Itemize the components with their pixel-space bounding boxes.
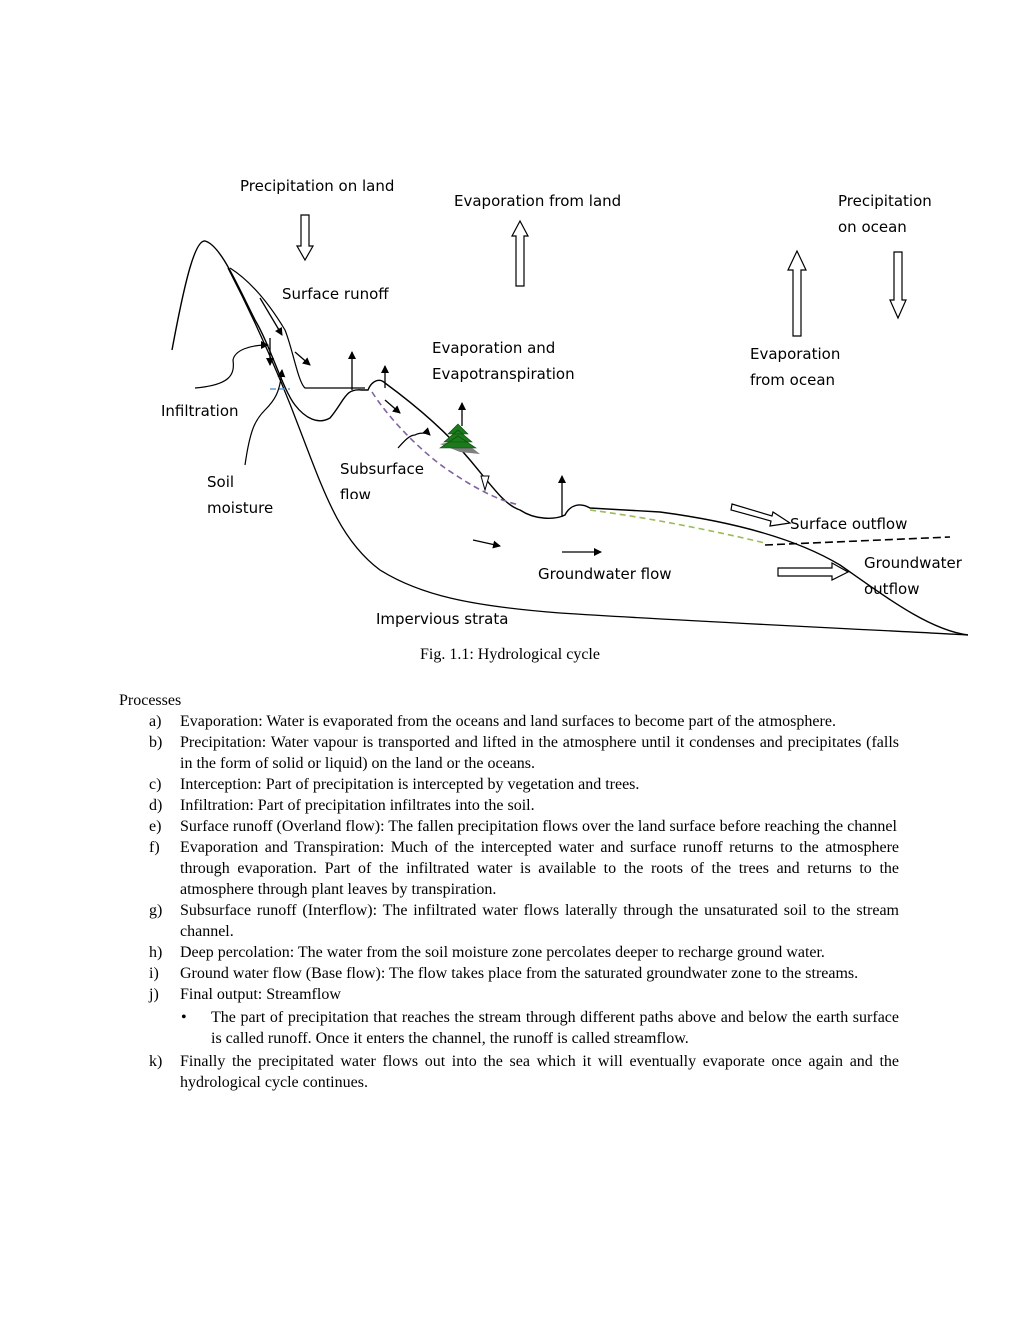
item-marker: h)	[149, 944, 163, 961]
item-text: Interception: Part of precipitation is intercepted by vegetation and trees.	[180, 776, 640, 793]
tree-icon	[440, 424, 480, 454]
evap-land-arrow	[512, 221, 528, 286]
process-item	[119, 816, 899, 837]
item-marker: d)	[149, 797, 163, 814]
surface-outflow-arrow	[731, 504, 790, 526]
process-item	[119, 984, 899, 1049]
sub-item-text: The part of precipitation that reaches the stream through different paths above and below the earth surface is called runoff. Once it enters the channel, the runoff is called streamflow.	[211, 1009, 899, 1047]
label-groundwater-outflow: outflow	[864, 580, 920, 598]
label-impervious-strata: Impervious strata	[376, 610, 509, 628]
label-precipitation-ocean-1: Precipitation	[838, 192, 932, 210]
process-item	[119, 774, 899, 795]
subsurface-arrow-down	[385, 400, 400, 413]
item-text: Subsurface runoff (Interflow): The infiltrated water flows laterally through the unsaturated soil to the stream channel.	[180, 902, 899, 940]
item-text: Finally the precipitated water flows out into the sea which it will eventually evaporate once again and the hydrological cycle continues.	[180, 1053, 899, 1091]
deep-percolation-arrow	[481, 476, 489, 490]
label-precipitation-ocean-2: on ocean	[838, 218, 907, 236]
label-groundwater-flow: Groundwater flow	[538, 565, 672, 583]
bullet: •	[181, 1009, 187, 1026]
process-item	[119, 711, 899, 732]
item-marker: c)	[149, 776, 162, 793]
label-moisture: moisture	[207, 499, 274, 515]
item-marker: b)	[149, 734, 163, 751]
label-surface-outflow: Surface outflow	[790, 515, 908, 533]
gw-arrow-1	[473, 540, 500, 546]
label-infiltration: Infiltration	[161, 402, 239, 420]
item-marker: i)	[149, 965, 159, 982]
soil-moisture-arrow	[245, 370, 282, 465]
item-marker: j)	[149, 986, 159, 1003]
subsurface-flow-path	[372, 392, 520, 505]
process-item	[119, 795, 899, 816]
label-surface-runoff: Surface runoff	[282, 285, 389, 303]
process-item	[119, 1051, 899, 1093]
label-evapotranspiration: Evapotranspiration	[432, 365, 575, 383]
item-text: Evaporation and Transpiration: Much of the intercepted water and surface runoff returns to the atmosphere through evaporation. Part of the infiltrated water is available to the roots of the trees and returns to the atmosphere through plant leaves by transpiration.	[180, 839, 899, 898]
item-marker: e)	[149, 818, 162, 835]
processes-section	[119, 690, 909, 1093]
label-precipitation-on-land: Precipitation on land	[240, 177, 395, 195]
sea-level-line	[765, 537, 950, 545]
runoff-arrow-1	[260, 298, 282, 335]
item-text: Ground water flow (Base flow): The flow takes place from the saturated groundwater zone to the streams.	[180, 965, 859, 982]
label-groundwater: Groundwater	[864, 554, 962, 572]
item-text: Evaporation: Water is evaporated from the oceans and land surfaces to become part of the atmosphere.	[180, 713, 836, 730]
item-text: Surface runoff (Overland flow): The fallen precipitation flows over the land surface before reaching the channel	[180, 818, 897, 835]
label-evaporation-ocean-2: from ocean	[750, 371, 836, 389]
sub-list-item	[180, 1007, 899, 1049]
infiltration-arrow	[195, 345, 268, 388]
item-marker: k)	[149, 1053, 163, 1070]
figure-caption: Fig. 1.1: Hydrological cycle	[420, 646, 600, 663]
item-marker: g)	[149, 902, 163, 919]
item-marker: a)	[149, 713, 162, 730]
label-evaporation-and: Evaporation and	[432, 339, 556, 357]
groundwater-outflow-arrow	[778, 563, 848, 580]
runoff-arrow-3	[295, 352, 310, 365]
label-evaporation-ocean-1: Evaporation	[750, 345, 841, 363]
label-evaporation-from-land: Evaporation from land	[454, 192, 622, 210]
precip-land-arrow	[297, 215, 313, 260]
label-soil: Soil	[207, 473, 235, 491]
label-subsurface: Subsurface	[340, 460, 424, 478]
processes-heading: Processes	[119, 692, 182, 709]
process-item	[119, 900, 899, 942]
precip-ocean-arrow	[890, 252, 906, 318]
item-text: Precipitation: Water vapour is transported and lifted in the atmosphere until it condenses and precipitates (falls in the form of solid or liquid) on the land or the oceans.	[180, 734, 899, 772]
item-text: Infiltration: Part of precipitation infiltrates into the soil.	[180, 797, 535, 814]
processes-list	[119, 711, 909, 1093]
sub-list	[180, 1007, 899, 1049]
item-marker: f)	[149, 839, 160, 856]
process-item	[119, 732, 899, 774]
item-text: Deep percolation: The water from the soil moisture zone percolates deeper to recharge ground water.	[180, 944, 825, 961]
process-item	[119, 837, 899, 900]
process-item	[119, 942, 899, 963]
process-item	[119, 963, 899, 984]
item-text: Final output: Streamflow	[180, 986, 341, 1003]
evap-ocean-arrow	[788, 251, 806, 336]
label-flow: flow	[340, 486, 371, 499]
subsurface-arrow	[398, 433, 430, 448]
